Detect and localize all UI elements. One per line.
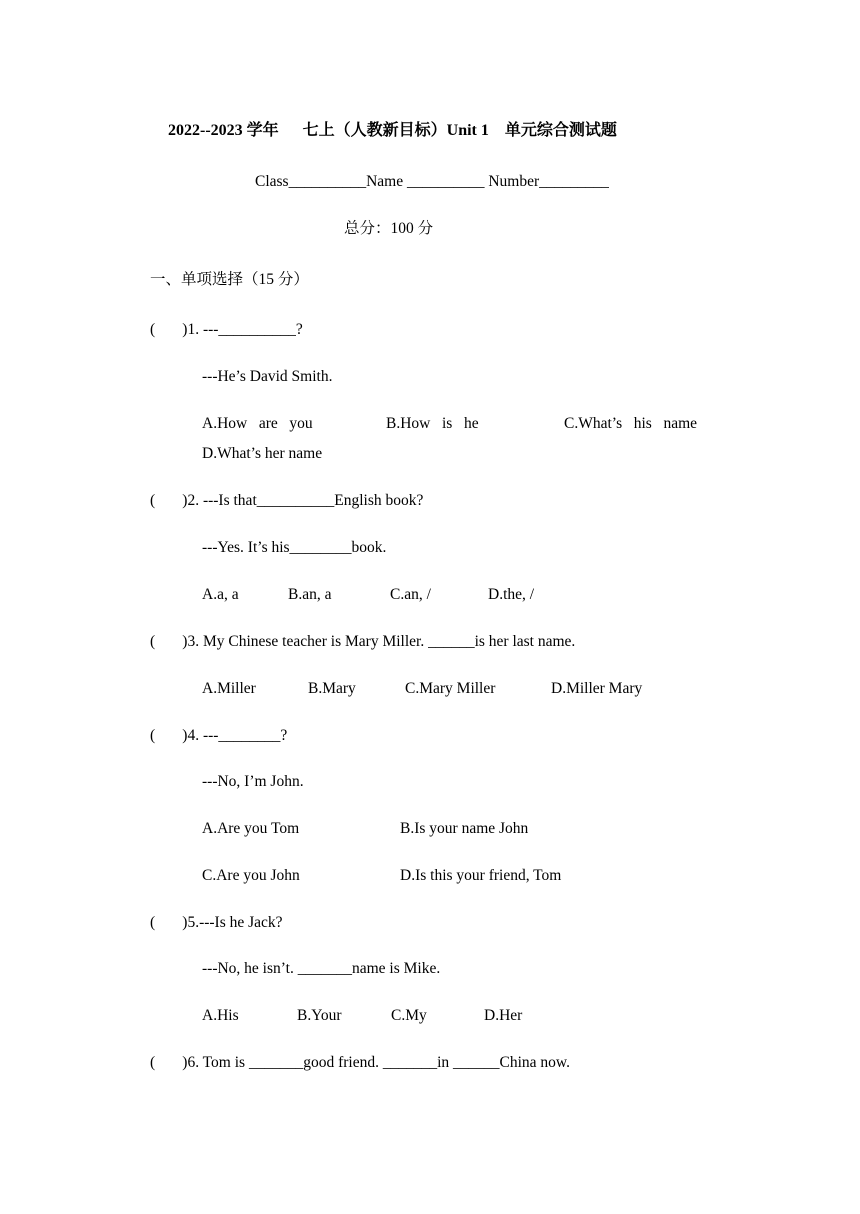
question-stem-5: ( )5.---Is he Jack? <box>150 914 283 931</box>
option-4d: D.Is this your friend, Tom <box>400 867 562 884</box>
option-3d: D.Miller Mary <box>551 680 643 697</box>
option-3a: A.Miller <box>202 680 256 697</box>
option-2c: C.an, / <box>390 586 431 603</box>
option-2d: D.the, / <box>488 586 535 603</box>
option-4c: C.Are you John <box>202 867 300 884</box>
option-1b: B.How is he <box>386 415 479 432</box>
question-stem-1: ( )1. ---__________? <box>150 321 303 338</box>
question-sub-5: ---No, he isn’t. _______name is Mike. <box>202 960 441 977</box>
page-title: 2022--2023 学年 七上（人教新目标）Unit 1 单元综合测试题 <box>168 122 617 139</box>
option-5d: D.Her <box>484 1007 523 1024</box>
question-stem-3: ( )3. My Chinese teacher is Mary Miller. ______is her last name. <box>150 633 576 650</box>
option-4b: B.Is your name John <box>400 820 529 837</box>
section-heading: 一、单项选择（15 分） <box>150 271 309 288</box>
option-1d: D.What’s her name <box>202 445 323 462</box>
option-5b: B.Your <box>297 1007 342 1024</box>
question-stem-6: ( )6. Tom is _______good friend. _______in ______China now. <box>150 1054 570 1071</box>
option-3b: B.Mary <box>308 680 356 697</box>
total-score: 总分：100 分 <box>344 220 434 237</box>
option-1c: C.What’s his name <box>564 415 698 432</box>
question-sub-1: ---He’s David Smith. <box>202 368 333 385</box>
option-5c: C.My <box>391 1007 427 1024</box>
question-stem-2: ( )2. ---Is that__________English book? <box>150 492 424 509</box>
question-sub-2: ---Yes. It’s his________book. <box>202 539 387 556</box>
option-4a: A.Are you Tom <box>202 820 300 837</box>
option-3c: C.Mary Miller <box>405 680 496 697</box>
question-stem-4: ( )4. ---________? <box>150 727 288 744</box>
option-1a: A.How are you <box>202 415 313 432</box>
option-5a: A.His <box>202 1007 239 1024</box>
option-2b: B.an, a <box>288 586 332 603</box>
student-info-line: Class__________Name __________ Number_________ <box>255 173 609 190</box>
question-sub-4: ---No, I’m John. <box>202 773 304 790</box>
option-2a: A.a, a <box>202 586 239 603</box>
